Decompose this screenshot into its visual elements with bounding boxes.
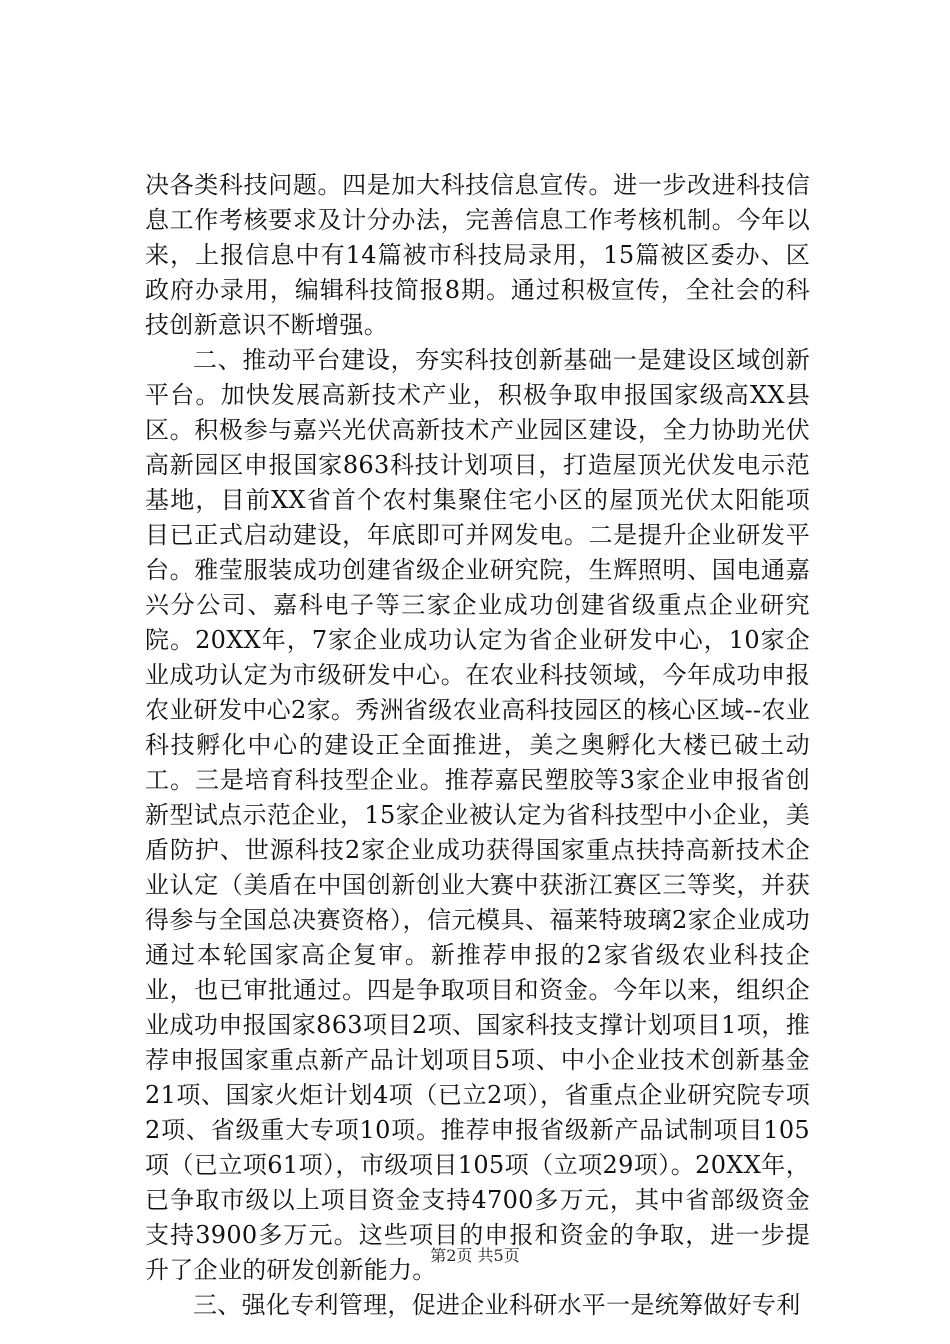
paragraph-continuation: 决各类科技问题。四是加大科技信息宣传。进一步改进科技信息工作考核要求及计分办法，完善信息工作考核机制。今年以来，上报信息中有14篇被市科技局录用，15篇被区委办、区政府办录用，编辑科技简报8期。通过积极宣传，全社会的科技创新意识不断增强。 — [145, 171, 810, 339]
paragraph-platform-construction: 二、推动平台建设，夯实科技创新基础一是建设区域创新平台。加快发展高新技术产业，积极争取申报国家级高XX县区。积极参与嘉兴光伏高新技术产业园区建设，全力协助光伏高新园区申报国家863科技计划项目，打造屋顶光伏发电示范基地，目前XX省首个农村集聚住宅小区的屋顶光伏太阳能项目已正式启动建设，年底即可并网发电。二是提升企业研发平台。雅莹服装成功创建省级企业研究院，生辉照明、国电通嘉兴分公司、嘉科电子等三家企业成功创建省级重点企业研究院。20XX年，7家企业成功认定为省企业研发中心，10家企业成功认定为市级研发中心。在农业科技领域，今年成功申报农业研发中心2家。秀洲省级农业高科技园区的核心区域--农业科技孵化中心的建设正全面推进，美之奥孵化大楼已破土动工。三是培育科技型企业。推荐嘉民塑胶等3家企业申报省创新型试点示范企业，15家企业被认定为省科技型中小企业，美盾防护、世源科技2家企业成功获得国家重点扶持高新技术企业认定（美盾在中国创新创业大赛中获浙江赛区三等奖，并获得参与全国总决赛资格），信元模具、福莱特玻璃2家企业成功通过本轮国家高企复审。新推荐申报的2家省级农业科技企业，也已审批通过。四是争取项目和资金。今年以来，组织企业成功申报国家863项目2项、国家科技支撑计划项目1项，推荐申报国家重点新产品计划项目5项、中小企业技术创新基金21项、国家火炬计划4项（已立2项），省重点企业研究院专项2项、省级重大专项10项。推荐申报省级新产品试制项目105项（已立项61项），市级项目105项（立项29项）。20XX年，已争取市级以上项目资金支持4700多万元，其中省部级资金支持3900多万元。这些项目的申报和资金的争取，进一步提升了企业的研发创新能力。 — [145, 346, 810, 1284]
document-body — [145, 168, 810, 1323]
paragraph-patent-management: 三、强化专利管理，促进企业科研水平一是统筹做好专利 — [193, 1291, 801, 1319]
page-number-footer: 第2页 共5页 — [430, 1246, 520, 1265]
